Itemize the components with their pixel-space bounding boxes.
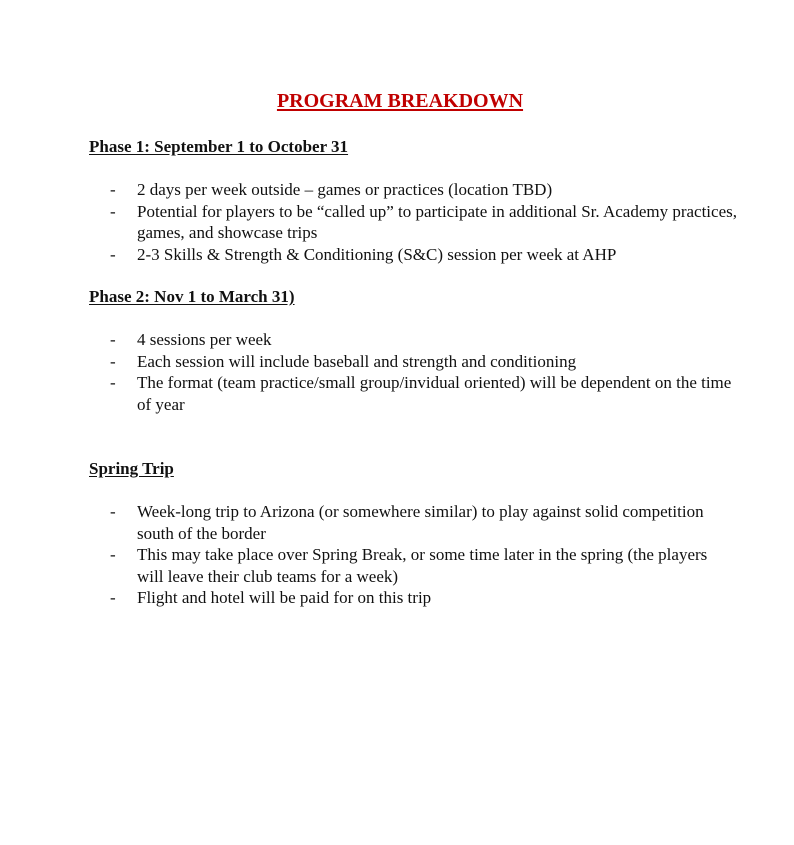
list-item-text: This may take place over Spring Break, or some time later in the spring (the players will leave their club teams for a week) [137,545,708,586]
list-item [110,372,737,415]
list-item [110,179,737,201]
section-heading-phase-1: Phase 1: September 1 to October 31 [89,137,349,156]
bullet-marker: - [110,180,116,199]
section-heading-spring-trip: Spring Trip [89,459,174,478]
list-item [110,351,737,373]
list-item-text: Each session will include baseball and strength and conditioning [137,351,577,371]
bullet-list-phase-1 [110,179,737,265]
bullet-marker: - [110,201,116,221]
list-item-text: 4 sessions per week [137,330,272,349]
section-heading-phase-2: Phase 2: Nov 1 to March 31) [89,287,295,306]
list-item [110,501,737,544]
bullet-marker: - [110,330,116,349]
list-item [110,544,737,587]
bullet-marker: - [110,545,116,565]
list-item [110,587,737,609]
bullet-marker: - [110,244,116,264]
bullet-list-phase-2 [110,329,737,415]
bullet-marker: - [110,373,116,393]
list-item [110,201,737,244]
list-item-text: Flight and hotel will be paid for on this trip [137,588,432,608]
list-item-text: Potential for players to be “called up” to participate in additional Sr. Academy practices, games, and showcase trips [137,201,737,243]
list-item [110,244,737,266]
bullet-marker: - [110,588,116,608]
list-item-text: The format (team practice/small group/invidual oriented) will be dependent on the time of year [137,373,732,414]
list-item-text: 2-3 Skills & Strength & Conditioning (S&C) session per week at AHP [137,244,617,264]
bullet-marker: - [110,351,116,371]
bullet-list-spring-trip [110,501,737,609]
list-item-text: 2 days per week outside – games or practices (location TBD) [137,180,553,199]
list-item [110,329,737,351]
document-title: PROGRAM BREAKDOWN [276,90,524,112]
bullet-marker: - [110,502,116,521]
list-item-text: Week-long trip to Arizona (or somewhere similar) to play against solid competition south of the border [137,502,704,543]
